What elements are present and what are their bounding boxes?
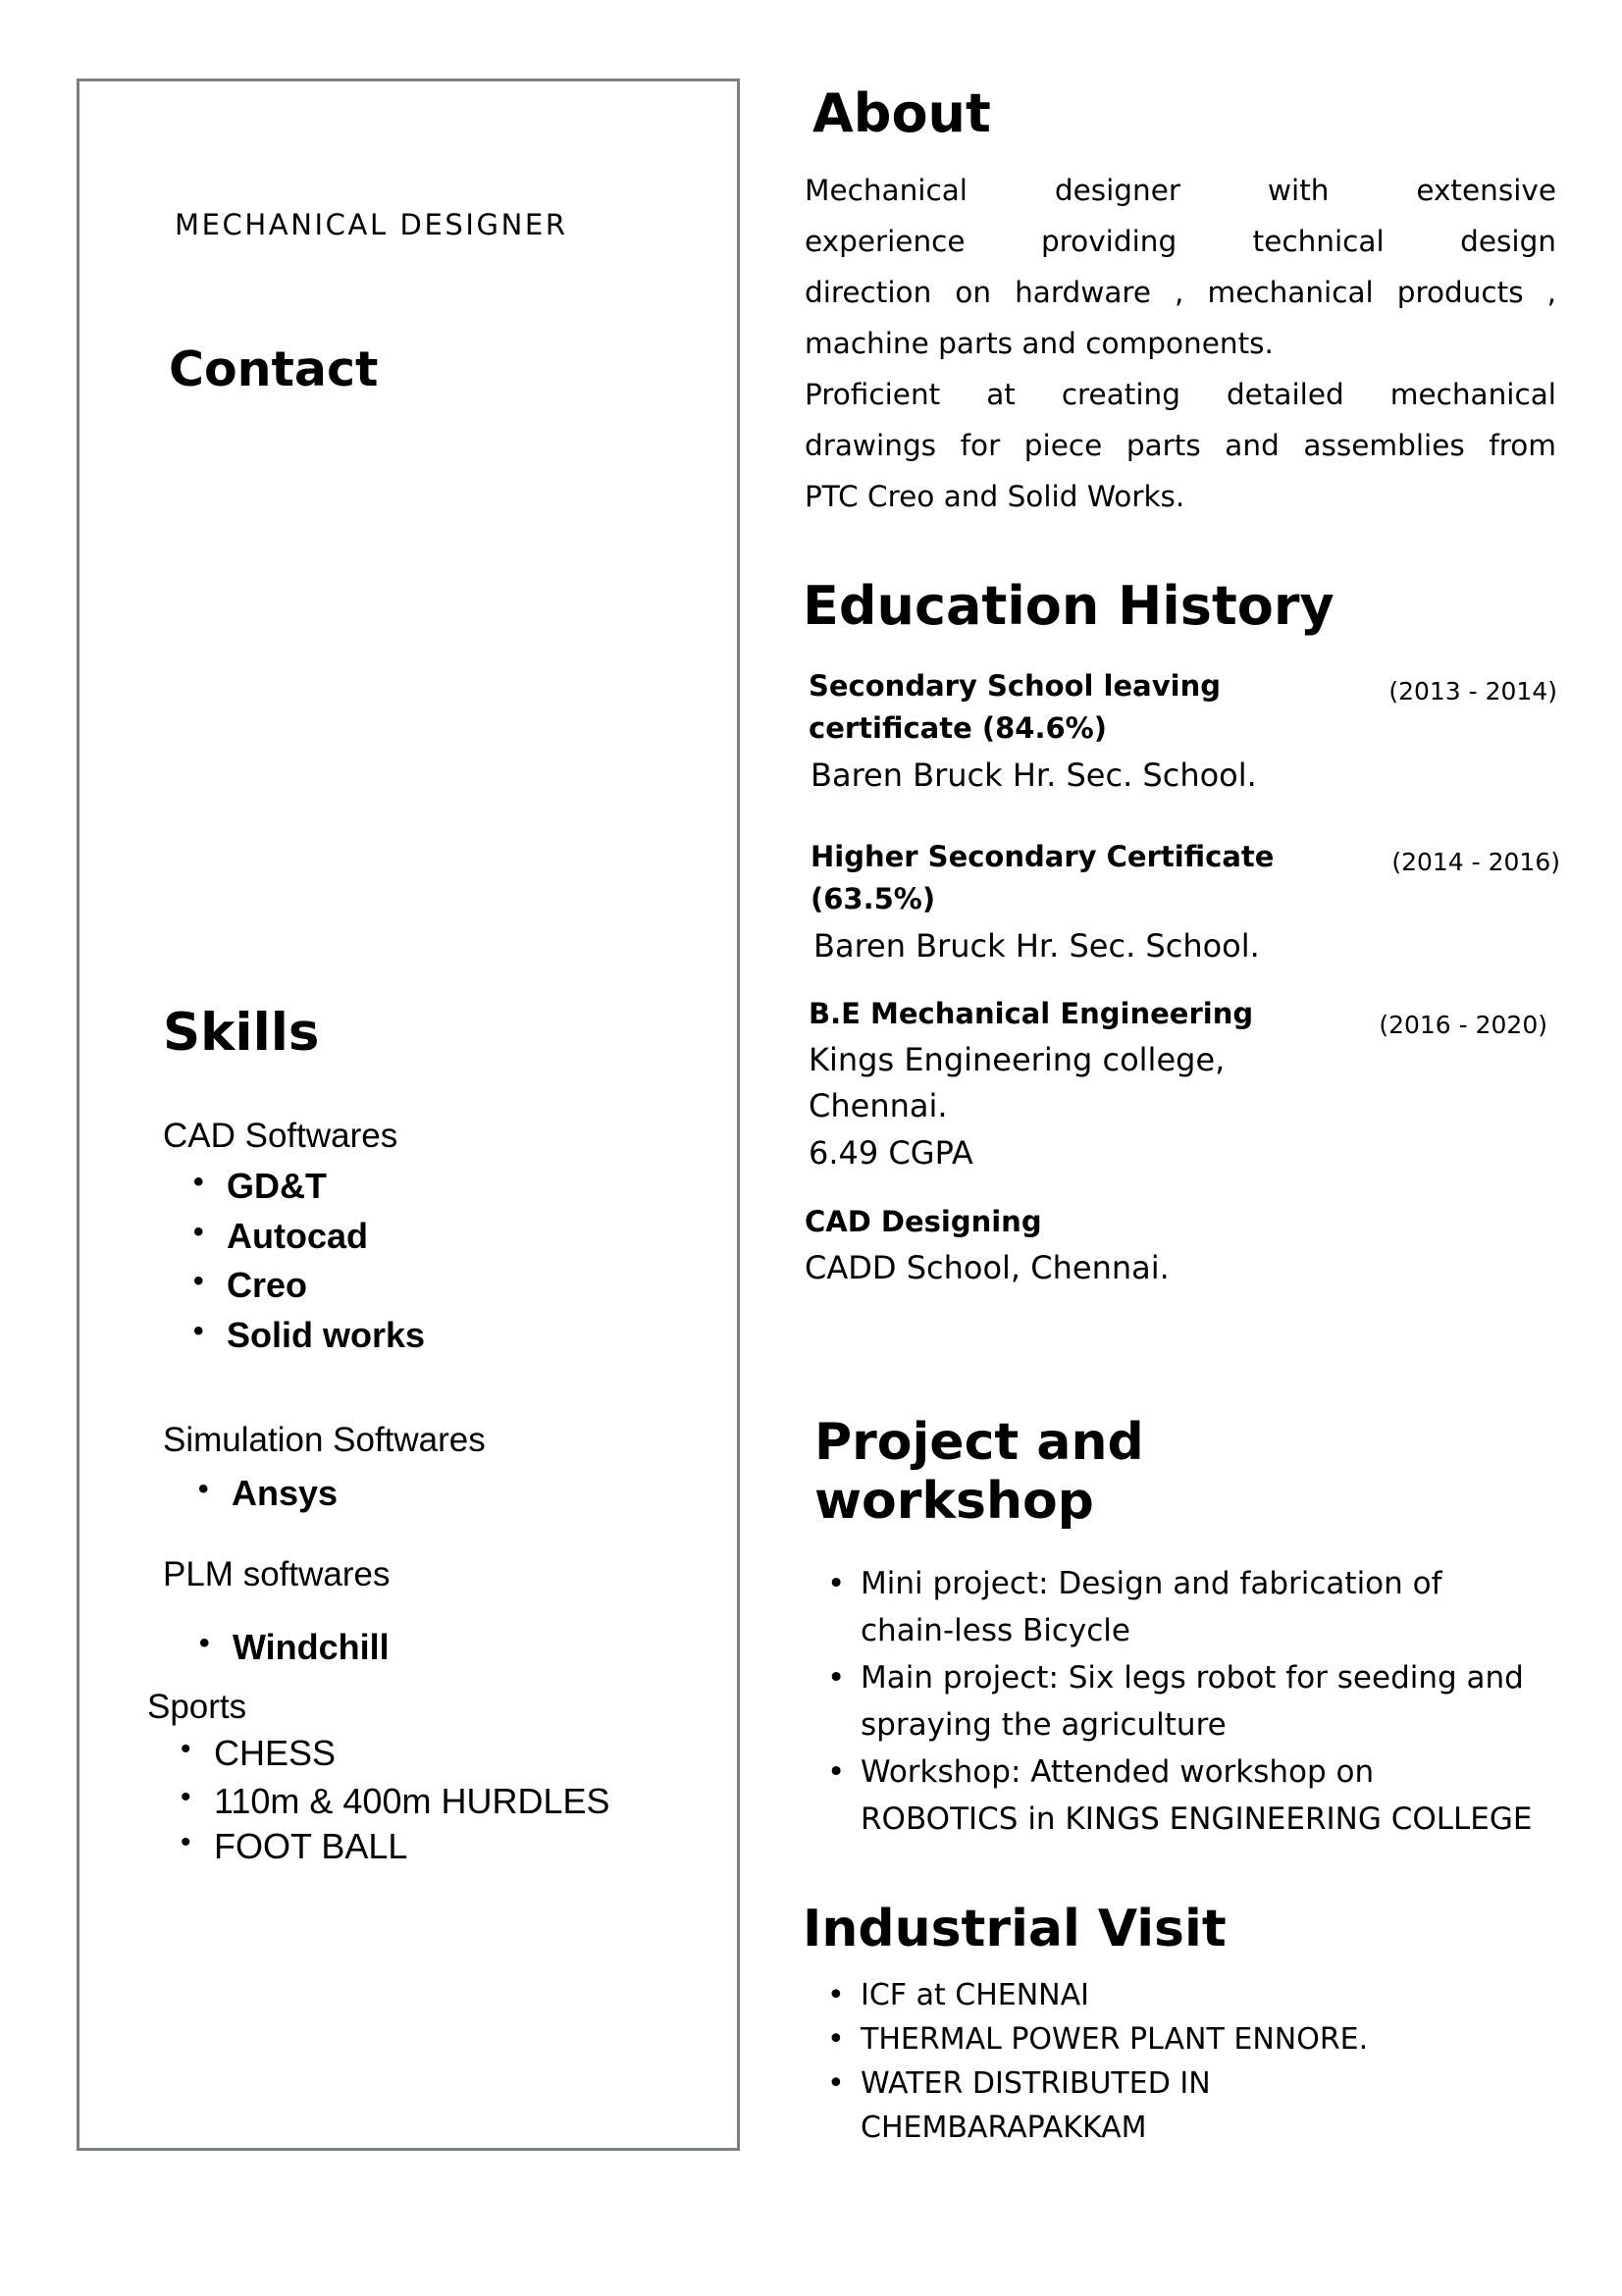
visit-line: WATER DISTRIBUTED IN xyxy=(861,2066,1211,2101)
edu-school: CADD School, Chennai. xyxy=(805,1249,1170,1286)
edu-title: CAD Designing xyxy=(805,1205,1042,1238)
visit-line: ICF at CHENNAI xyxy=(861,1978,1089,2012)
about-line: PTC Creo and Solid Works. xyxy=(805,480,1185,513)
skill-item: • Autocad xyxy=(227,1216,368,1257)
project-line: spraying the agriculture xyxy=(861,1707,1227,1743)
edu-title: Secondary School leaving xyxy=(809,669,1221,703)
project-item xyxy=(861,1654,1532,1748)
edu-title: certificate (84.6%) xyxy=(809,711,1107,745)
contact-heading: Contact xyxy=(169,341,379,397)
education-heading: Education History xyxy=(803,575,1334,637)
visit-line: THERMAL POWER PLANT ENNORE. xyxy=(861,2022,1369,2057)
edu-title: (63.5%) xyxy=(811,882,936,915)
skill-item: • Windchill xyxy=(233,1627,390,1668)
edu-title: Higher Secondary Certificate xyxy=(811,840,1275,873)
edu-school: Baren Bruck Hr. Sec. School. xyxy=(813,927,1260,965)
edu-school: Kings Engineering college, xyxy=(809,1041,1226,1078)
skill-group-title: Sports xyxy=(147,1688,247,1726)
about-line: machine parts and components. xyxy=(805,327,1274,360)
industrial-visit-heading: Industrial Visit xyxy=(803,1900,1227,1958)
project-item xyxy=(861,1748,1532,1843)
sport-item: • 110m & 400m HURDLES xyxy=(214,1781,610,1822)
sport-item: • FOOT BALL xyxy=(214,1826,407,1867)
about-line: experience providing technical design xyxy=(805,225,1556,258)
edu-dates: (2016 - 2020) xyxy=(1379,1011,1547,1039)
about-line: direction on hardware , mechanical products , xyxy=(805,276,1556,309)
project-line: Workshop: Attended workshop on xyxy=(861,1754,1375,1790)
edu-dates: (2014 - 2016) xyxy=(1391,848,1560,876)
skills-heading: Skills xyxy=(163,1003,320,1063)
visit-line: CHEMBARAPAKKAM xyxy=(861,2111,1147,2145)
about-line: Mechanical designer with extensive xyxy=(805,174,1556,207)
skill-group-title: Simulation Softwares xyxy=(163,1421,486,1459)
skill-item: • Creo xyxy=(227,1265,307,1306)
industrial-visit-list xyxy=(861,1973,1368,2150)
visit-item xyxy=(861,1973,1368,2017)
edu-dates: (2013 - 2014) xyxy=(1388,677,1557,705)
about-text xyxy=(805,165,1556,522)
about-heading: About xyxy=(812,82,991,144)
skill-item: • GD&T xyxy=(227,1166,327,1207)
about-line: drawings for piece parts and assemblies from xyxy=(805,429,1556,462)
skill-item: • Ansys xyxy=(232,1473,338,1514)
project-line: chain-less Bicycle xyxy=(861,1613,1130,1648)
visit-item xyxy=(861,2017,1368,2061)
projects-heading: workshop xyxy=(814,1472,1094,1531)
job-title: MECHANICAL DESIGNER xyxy=(175,208,568,241)
skill-group-title: CAD Softwares xyxy=(163,1117,398,1155)
edu-location: Chennai. xyxy=(809,1087,948,1124)
edu-title: B.E Mechanical Engineering xyxy=(809,997,1254,1030)
skill-group-title: PLM softwares xyxy=(163,1555,391,1593)
about-line: Proficient at creating detailed mechanical xyxy=(805,378,1556,411)
edu-grade: 6.49 CGPA xyxy=(809,1134,973,1172)
project-item xyxy=(861,1560,1532,1654)
visit-item xyxy=(861,2061,1368,2150)
projects-heading: Project and xyxy=(814,1413,1144,1472)
projects-list xyxy=(861,1560,1532,1843)
sport-item: • CHESS xyxy=(214,1733,336,1774)
project-line: Main project: Six legs robot for seeding and xyxy=(861,1660,1524,1696)
project-line: Mini project: Design and fabrication of xyxy=(861,1566,1442,1601)
edu-school: Baren Bruck Hr. Sec. School. xyxy=(811,757,1257,794)
project-line: ROBOTICS in KINGS ENGINEERING COLLEGE xyxy=(861,1801,1533,1837)
skill-item: • Solid works xyxy=(227,1315,425,1356)
